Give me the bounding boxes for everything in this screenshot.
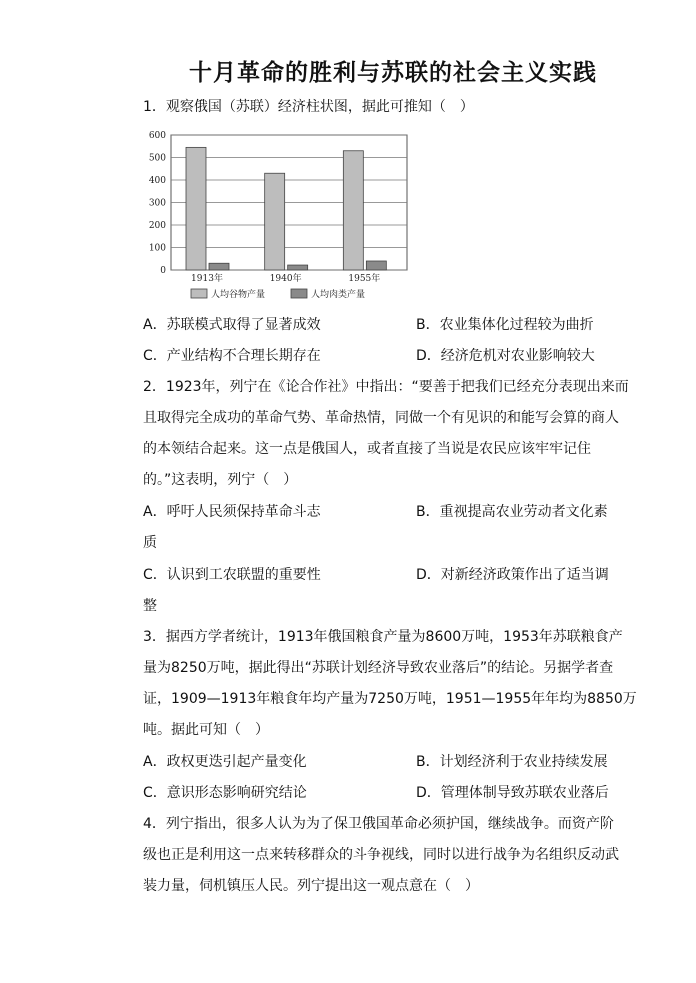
y-tick-label: 400	[148, 176, 166, 186]
q3-option-b[interactable]: B．计划经济利于农业持续发展	[416, 754, 608, 770]
x-tick-label: 1955年	[348, 274, 381, 284]
legend-swatch	[291, 289, 307, 298]
q2-stem-line-3: 的本领结合起来。这一点是俄国人，或者直接了当说是农民应该牢牢记住	[143, 441, 591, 457]
q3-stem-line-1: 3．据西方学者统计，1913年俄国粮食产量为8600万吨，1953年苏联粮食产	[143, 629, 623, 645]
bar-meat	[288, 265, 308, 270]
x-tick-label: 1913年	[191, 274, 223, 284]
y-tick-label: 500	[148, 153, 166, 164]
q1-option-d[interactable]: D．经济危机对农业影响较大	[416, 348, 595, 364]
y-tick-label: 600	[148, 131, 166, 141]
legend-label: 人均肉类产量	[311, 290, 366, 300]
q3-stem-line-3: 证，1909—1913年粮食年均产量为7250万吨，1951—1955年年均为8850万	[143, 691, 637, 707]
q3-option-c[interactable]: C．意识形态影响研究结论	[143, 785, 307, 801]
bar-grain	[265, 173, 285, 270]
q1-option-a[interactable]: A．苏联模式取得了显著成效	[143, 317, 321, 333]
y-tick-label: 100	[148, 243, 166, 254]
bar-grain	[343, 151, 363, 270]
page-title: 十月革命的胜利与苏联的社会主义实践	[189, 60, 597, 86]
q2-option-a[interactable]: A．呼吁人民须保持革命斗志	[143, 504, 321, 520]
y-tick-label: 200	[148, 221, 166, 231]
q1-option-c[interactable]: C．产业结构不合理长期存在	[143, 348, 321, 364]
q2-stem-line-4: 的。”这表明，列宁（ ）	[143, 472, 298, 488]
q2-option-d-wrap: 整	[143, 598, 157, 614]
q3-option-d[interactable]: D．管理体制导致苏联农业落后	[416, 785, 609, 801]
bar-chart-svg	[143, 125, 413, 303]
q4-stem-line-1: 4．列宁指出，很多人认为为了保卫俄国革命必须护国，继续战争。而资产阶	[143, 816, 614, 832]
q2-option-b-wrap: 质	[143, 535, 157, 551]
q4-stem-line-2: 级也正是利用这一点来转移群众的斗争视线，同时以进行战争为名组织反动武	[143, 847, 619, 863]
legend-label: 人均谷物产量	[211, 290, 266, 300]
q1-stem: 1．观察俄国（苏联）经济柱状图，据此可推知（ ）	[143, 99, 474, 115]
q2-stem-line-2: 且取得完全成功的革命气势、革命热情，同做一个有见识的和能写会算的商人	[143, 410, 619, 426]
y-tick-label: 300	[148, 198, 166, 209]
q1-option-b[interactable]: B．农业集体化过程较为曲折	[416, 317, 594, 333]
q3-stem-line-4: 吨。据此可知（ ）	[143, 722, 269, 738]
q2-stem-line-1: 2．1923年，列宁在《论合作社》中指出：“要善于把我们已经充分表现出来而	[143, 379, 629, 395]
bar-meat	[209, 263, 229, 270]
bar-grain	[186, 147, 206, 270]
bar-meat	[366, 261, 386, 270]
q2-option-d[interactable]: D．对新经济政策作出了适当调	[416, 567, 609, 583]
bar-chart	[143, 125, 413, 303]
x-tick-label: 1940年	[269, 274, 302, 284]
q3-stem-line-2: 量为8250万吨，据此得出“苏联计划经济导致农业落后”的结论。另据学者查	[143, 660, 614, 676]
q4-stem-line-3: 装力量，伺机镇压人民。列宁提出这一观点意在（ ）	[143, 878, 479, 894]
q2-option-c[interactable]: C．认识到工农联盟的重要性	[143, 567, 321, 583]
q3-option-a[interactable]: A．政权更迭引起产量变化	[143, 754, 307, 770]
legend-swatch	[191, 289, 207, 298]
q2-option-b[interactable]: B．重视提高农业劳动者文化素	[416, 504, 608, 520]
y-tick-label: 0	[160, 266, 166, 276]
